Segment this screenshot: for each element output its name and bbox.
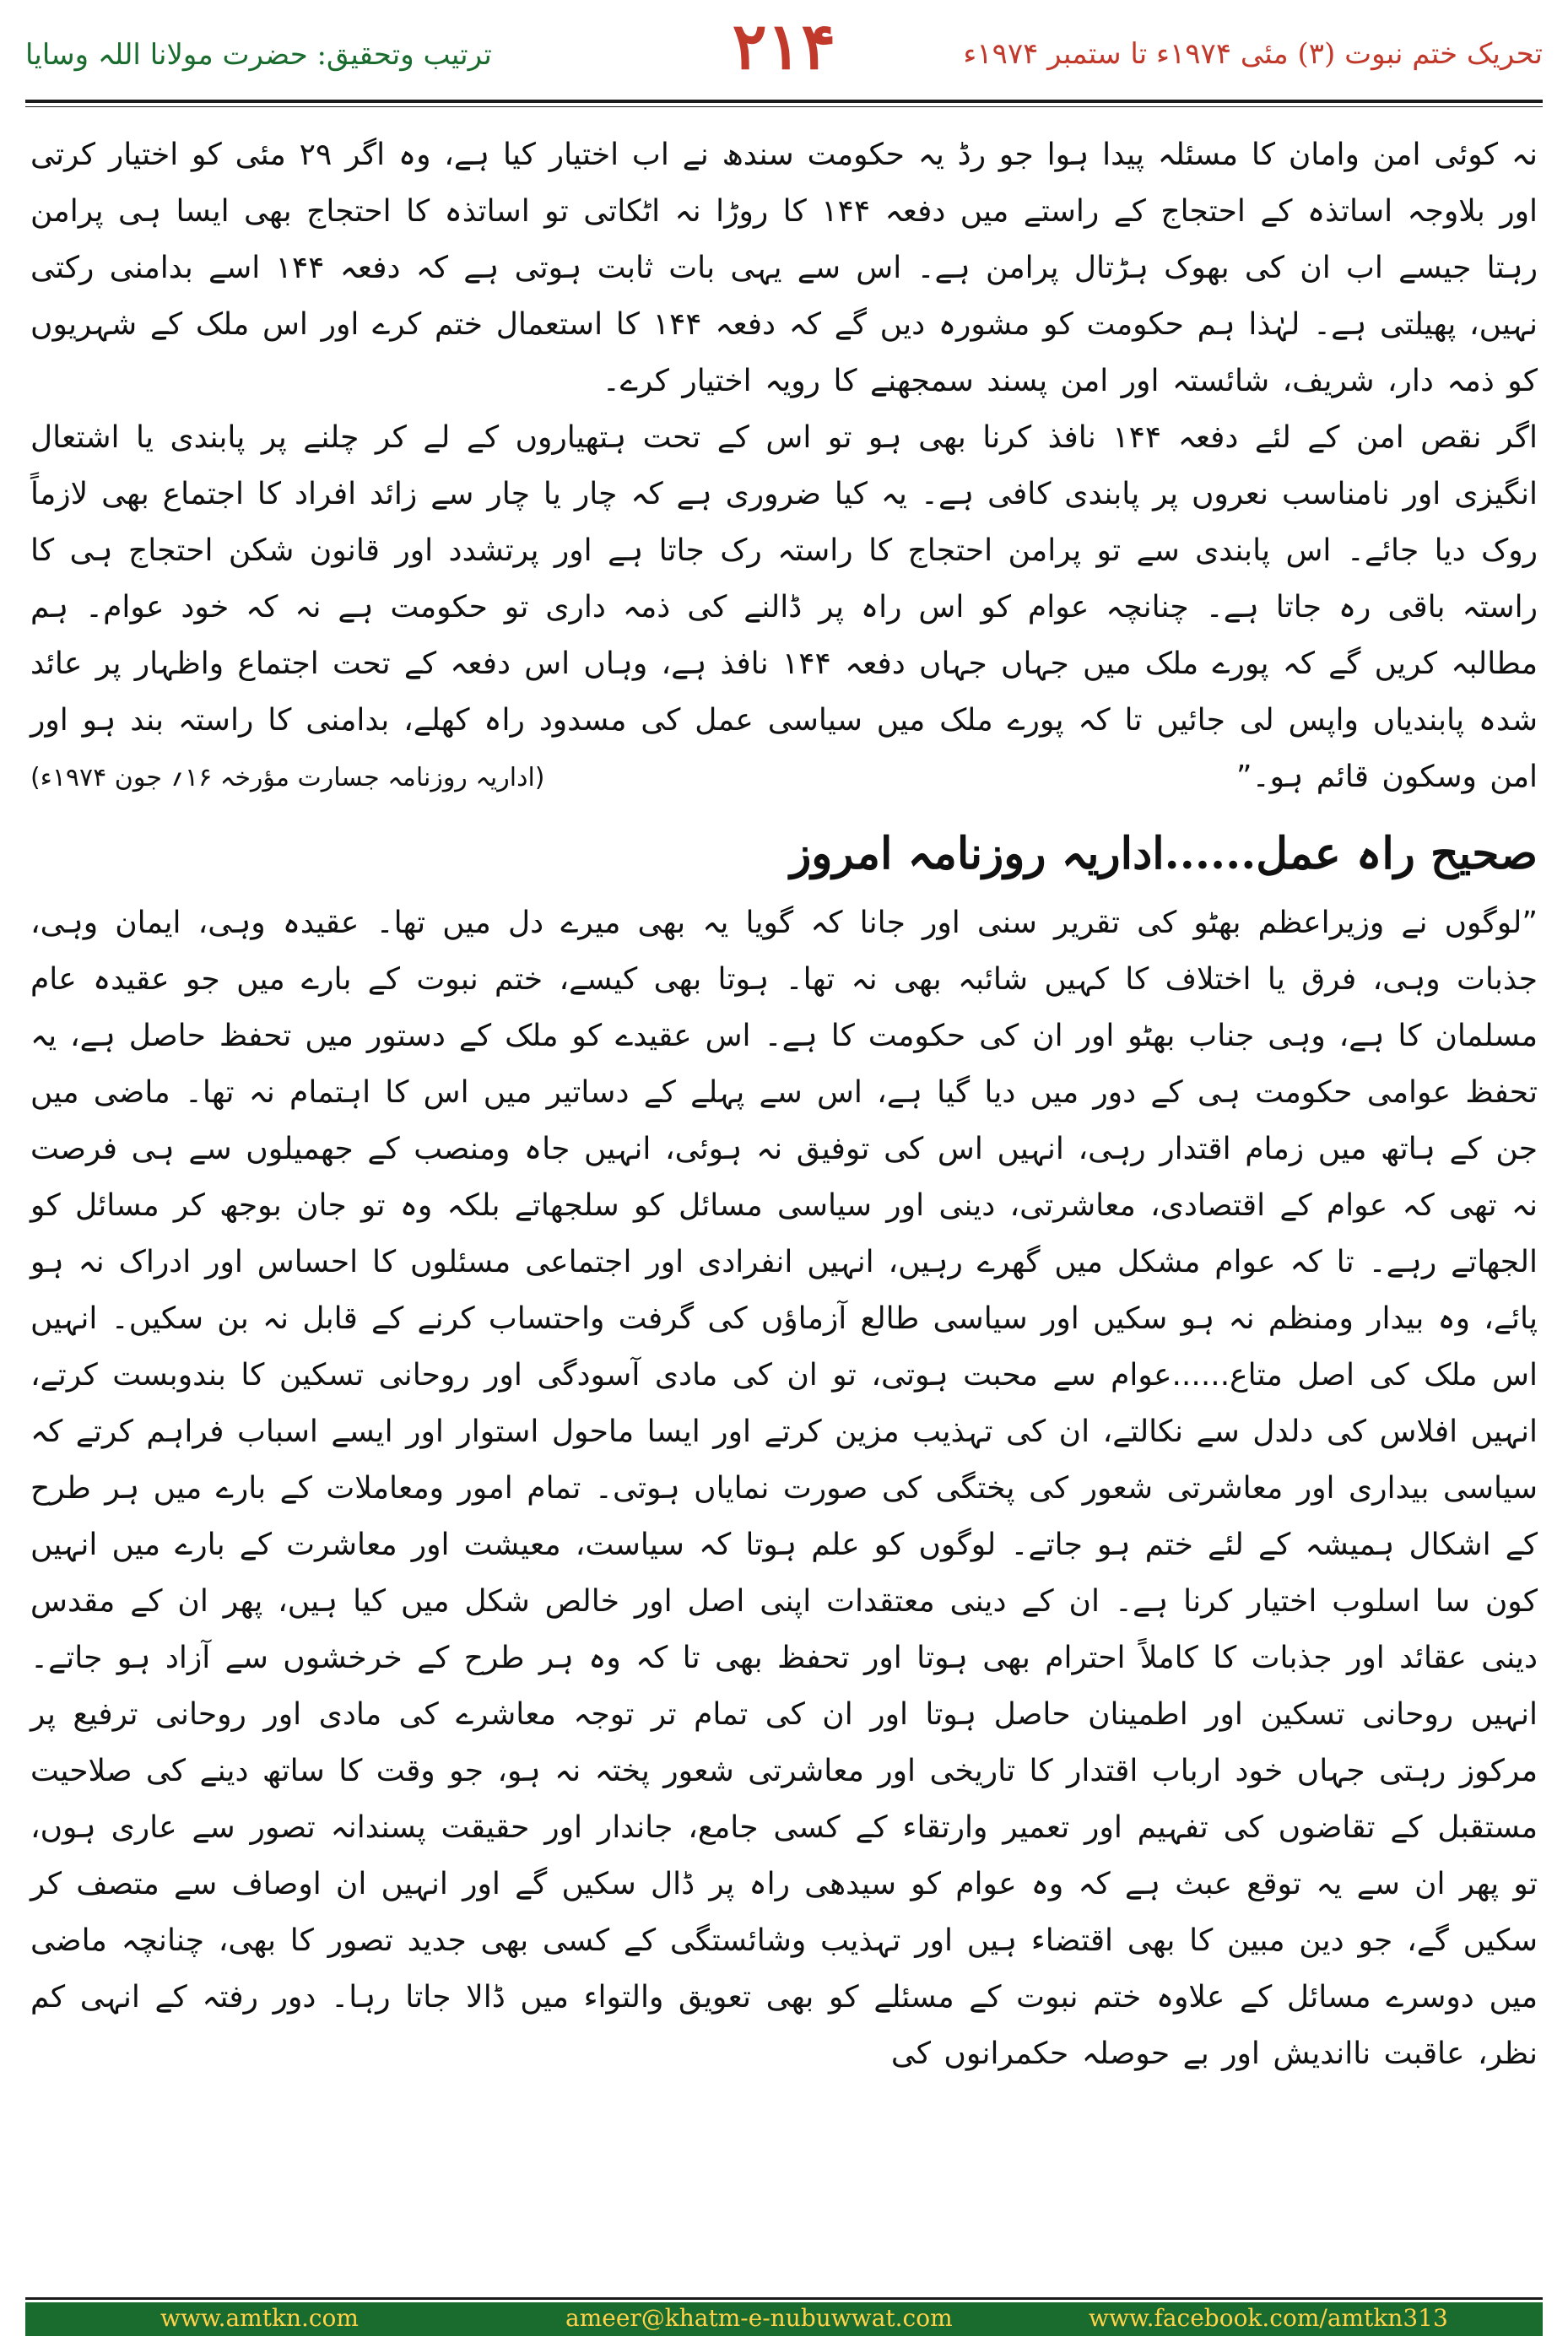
article1-paragraph-2: اگر نقص امن کے لئے دفعہ ۱۴۴ نافذ کرنا بھی ہو تو اس کے تحت ہتھیاروں کے لے کر چلنے پر پابندی یا اشتعال انگیزی اور نامناسب نعروں پر پابندی کافی ہے۔ یہ کیا ضروری ہے کہ چار یا چار سے زائد افراد کا اجتماع بھی لازماً روک دیا جائے۔ اس پابندی سے تو پرامن احتجاج کا راستہ رک جاتا ہے اور پرتشدد اور قانون شکن احتجاج ہی کا راستہ باقی رہ جاتا ہے۔ چنانچہ عوام کو اس راہ پر ڈالنے کی ذمہ داری تو حکومت ہے نہ کہ خود عوام۔ ہم مطالبہ کریں گے کہ پورے ملک میں جہاں جہاں دفعہ ۱۴۴ نافذ ہے، وہاں اس دفعہ کے تحت اجتماع واظہار پر عائد شدہ پابندیاں واپس لی جائیں تا کہ پورے ملک میں سیاسی عمل کی مسدود راہ کھلے، بدامنی کا راستہ بند ہو اور امن وسکون قائم ہو۔” [30,420,1538,794]
article2-title: صحیح راہ عمل......اداریہ روزنامہ امروز [790,828,1538,879]
article1-paragraph-1: نہ کوئی امن وامان کا مسئلہ پیدا ہوا جو رڈ یہ حکومت سندھ نے اب اختیار کیا ہے، وہ اگر ۲۹ مئی کو اختیار کرتی اور بلاوجہ اساتذہ کے احتجاج کے راستے میں دفعہ ۱۴۴ کا روڑا نہ اٹکاتی تو اساتذہ کا احتجاج بھی ایسا ہی پرامن رہتا جیسے اب ان کی بھوک ہڑتال پرامن ہے۔ اس سے یہی بات ثابت ہوتی ہے کہ دفعہ ۱۴۴ اسے بدامنی رکتی نہیں، پھیلتی ہے۔ لہٰذا ہم حکومت کو مشورہ دیں گے کہ دفعہ ۱۴۴ کا استعمال ختم کرے اور اس ملک کے شہریوں کو ذمہ دار، شریف، شائستہ اور امن پسند سمجھنے کا رویہ اختیار کرے۔ [30,138,1538,398]
page-header [0,0,1568,118]
compiler-credit: ترتیب وتحقیق: حضرت مولانا اللہ وسایا [25,38,492,72]
footer-email-link[interactable]: ameer@khatm-e-nubuwwat.com [565,2304,953,2332]
header-divider [25,100,1543,103]
page-footer [25,2302,1543,2336]
footer-facebook-link[interactable]: www.facebook.com/amtkn313 [1089,2304,1448,2332]
header-divider-thin [25,106,1543,107]
article2-paragraph-1: ”لوگوں نے وزیراعظم بھٹو کی تقریر سنی اور جانا کہ گویا یہ بھی میرے دل میں تھا۔ عقیدہ وہی، ایمان وہی، جذبات وہی، فرق یا اختلاف کا کہیں شائبہ بھی نہ تھا۔ ہوتا بھی کیسے، ختم نبوت کے بارے میں جو عقیدہ عام مسلمان کا ہے، وہی جناب بھٹو اور ان کی حکومت کا ہے۔ اس عقیدے کو ملک کے دستور میں تحفظ حاصل ہے، یہ تحفظ عوامی حکومت ہی کے دور میں دیا گیا ہے، اس سے پہلے کے دساتیر میں اس کا اہتمام نہ تھا۔ ماضی میں جن کے ہاتھ میں زمام اقتدار رہی، انہیں اس کی توفیق نہ ہوئی، انہیں جاہ ومنصب کے جھمیلوں سے ہی فرصت نہ تھی کہ عوام کے اقتصادی، معاشرتی، دینی اور سیاسی مسائل کو سلجھاتے بلکہ وہ تو جان بوجھ کر مسائل کو الجھاتے رہے۔ تا کہ عوام مشکل میں گھرے رہیں، انہیں انفرادی اور اجتماعی مسئلوں کا احساس اور ادراک نہ ہو پائے، وہ بیدار ومنظم نہ ہو سکیں اور سیاسی طالع آزماؤں کی گرفت واحتساب کرنے کے قابل نہ بن سکیں۔ انہیں اس ملک کی اصل متاع......عوام سے محبت ہوتی، تو ان کی مادی آسودگی اور روحانی تسکین کا بندوبست کرتے، انہیں افلاس کی دلدل سے نکالتے، ان کی تہذیب مزین کرتے اور ایسا ماحول استوار اور ایسے اسباب فراہم کرتے کہ سیاسی بیداری اور معاشرتی شعور کی پختگی کی صورت نمایاں ہوتی۔ تمام امور ومعاملات کے بارے میں ہر طرح کے اشکال ہمیشہ کے لئے ختم ہو جاتے۔ لوگوں کو علم ہوتا کہ سیاست، معیشت اور معاشرت کے بارے میں انہیں کون سا اسلوب اختیار کرنا ہے۔ ان کے دینی معتقدات اپنی اصل اور خالص شکل میں کیا ہیں، پھر ان کے مقدس دینی عقائد اور جذبات کا کاملاً احترام بھی ہوتا اور تحفظ بھی تا کہ وہ ہر طرح کے خرخشوں سے آزاد ہو جاتے۔ انہیں روحانی تسکین اور اطمینان حاصل ہوتا اور ان کی تمام تر توجہ معاشرے کی مادی اور روحانی ترفیع پر مرکوز رہتی جہاں خود ارباب اقتدار کا تاریخی اور معاشرتی شعور پختہ نہ ہو، جو وقت کا ساتھ دینے کی صلاحیت مستقبل کے تقاضوں کی تفہیم اور تعمیر وارتقاء کے کسی جامع، جاندار اور حقیقت پسندانہ تصور سے عاری ہوں، تو پھر ان سے یہ توقع عبث ہے کہ وہ عوام کو سیدھی راہ پر ڈال سکیں گے اور انہیں ان اوصاف سے متصف کر سکیں گے، جو دین مبین کا بھی اقتضاء ہیں اور تہذیب وشائستگی کے کسی بھی جدید تصور کا بھی، چنانچہ ماضی میں دوسرے مسائل کے علاوہ ختم نبوت کے مسئلے کو بھی تعویق والتواء میں ڈالا جاتا رہا۔ دور رفتہ کے انہی کم نظر، عاقبت نااندیش اور بے حوصلہ حکمرانوں کی [30,906,1538,2071]
footer-website-link[interactable]: www.amtkn.com [160,2304,359,2332]
page-body [30,127,1538,2082]
article1-citation: (اداریہ روزنامہ جسارت مؤرخہ ۱۶؍ جون ۱۹۷۴ء) [30,763,545,792]
book-title: تحریک ختم نبوت (۳) مئی ۱۹۷۴ء تا ستمبر ۱۹۷۴ء [963,37,1543,71]
footer-divider [25,2297,1543,2300]
page-number: ۲۱۴ [732,8,836,84]
